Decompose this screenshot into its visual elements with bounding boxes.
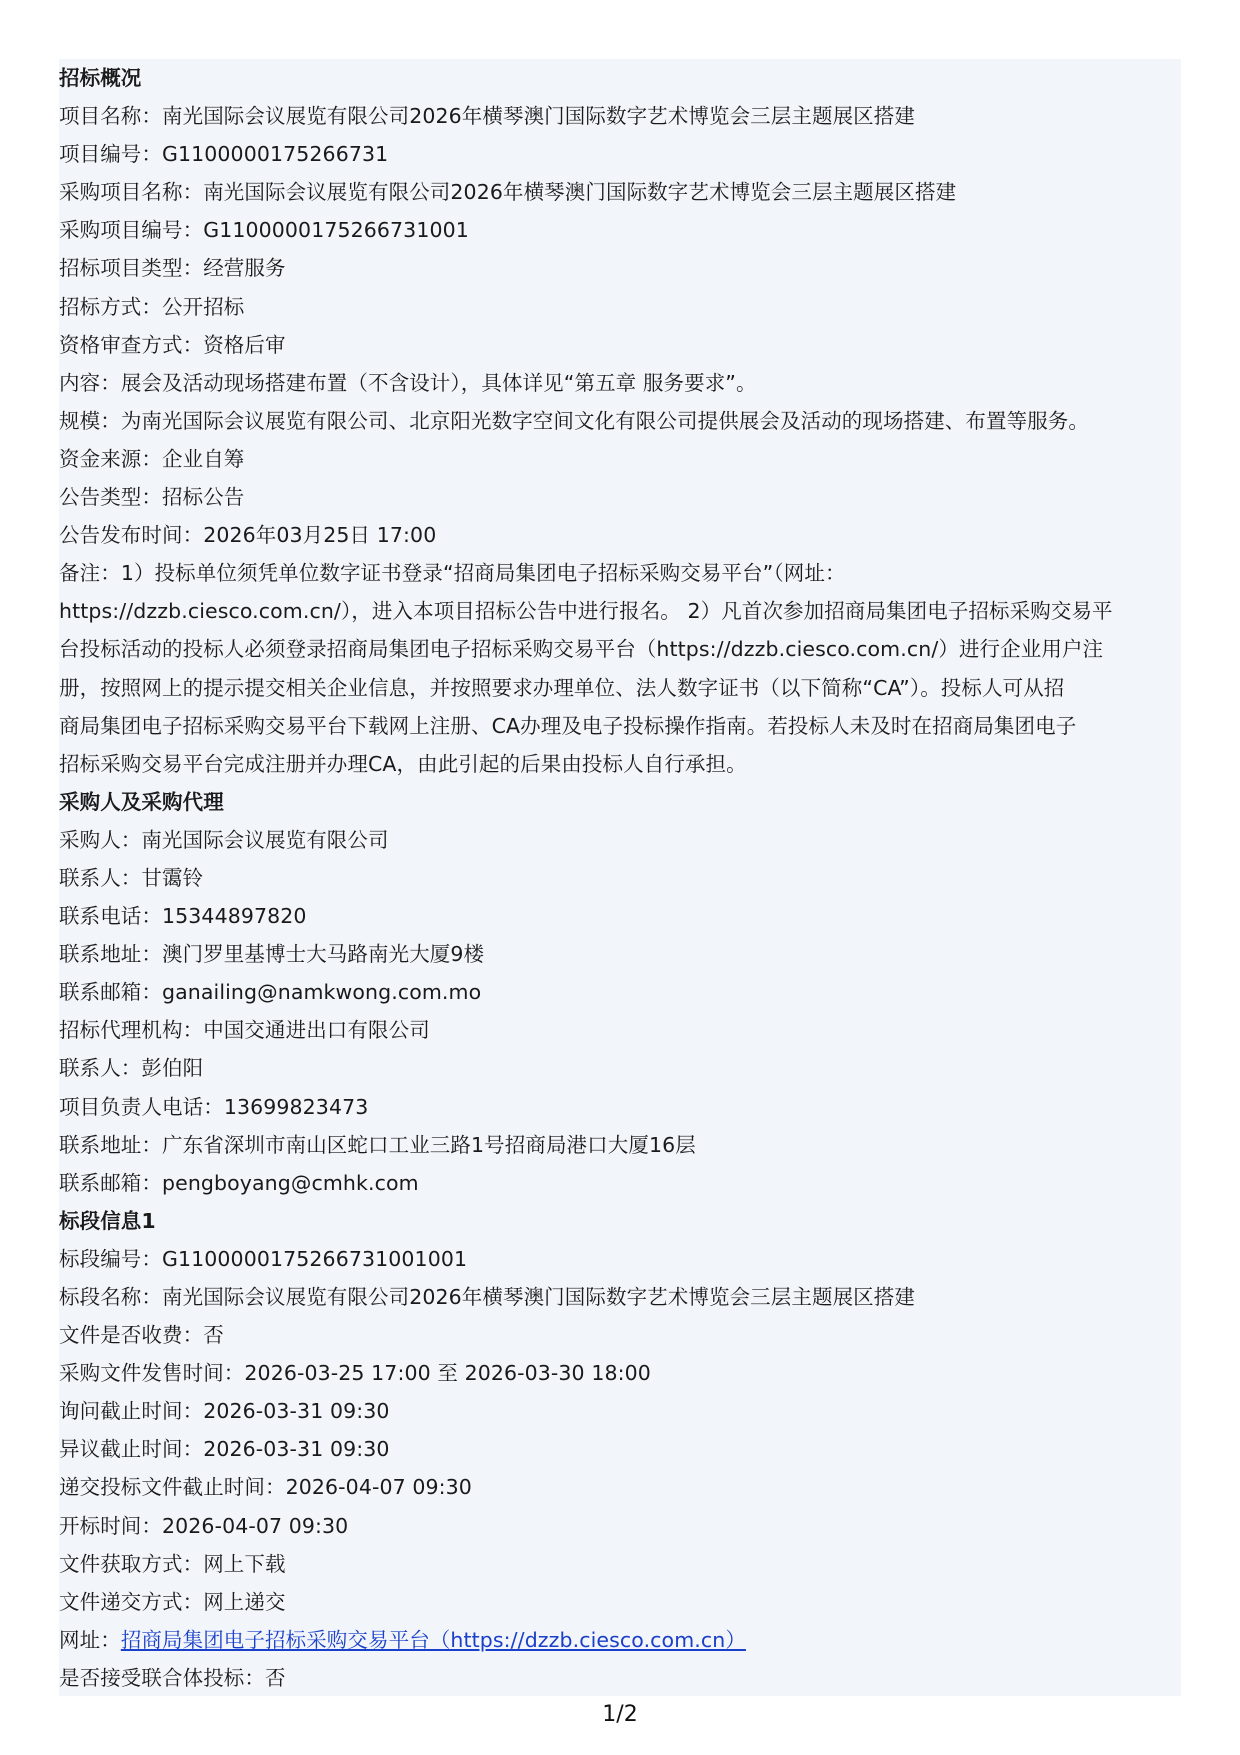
field-value: 台投标活动的投标人必须登录招商局集团电子招标采购交易平台（https://dzzb.ciesco.com.cn/）进行企业用户注 [59,637,1104,662]
field-value: 商局集团电子招标采购交易平台下载网上注册、CA办理及电子投标操作指南。若投标人未及时在招商局集团电子 [59,713,1077,738]
field-value: 南光国际会议展览有限公司2026年横琴澳门国际数字艺术博览会三层主题展区搭建 [203,180,957,205]
field-value: 公开招标 [162,294,245,319]
field-label: 公告发布时间： [59,523,204,548]
field-label: 项目负责人电话： [59,1094,224,1119]
field-label: 规模： [59,408,121,433]
field-label: 采购人： [59,827,142,852]
field-value: 南光国际会议展览有限公司 [141,827,389,852]
field-row [59,1545,1181,1583]
field-row [59,516,1181,554]
field-label: 网址： [59,1627,121,1652]
field-value: 2026年03月25日 17:00 [203,523,437,548]
field-row [59,97,1181,135]
field-value: 2026-04-07 09:30 [285,1475,472,1500]
field-label: 招标方式： [59,294,162,319]
field-label: 递交投标文件截止时间： [59,1475,286,1500]
field-row [59,859,1181,897]
field-label: 采购项目名称： [59,180,204,205]
field-row [59,1468,1181,1506]
field-row [59,440,1181,478]
field-label: 招标代理机构： [59,1018,204,1043]
field-row [59,821,1181,859]
field-continuation [59,745,1181,783]
field-row [59,364,1181,402]
field-row [59,897,1181,935]
field-value: 企业自筹 [162,446,245,471]
field-row [59,1583,1181,1621]
field-row [59,1659,1181,1697]
field-row [59,1507,1181,1545]
field-value: ganailing@namkwong.com.mo [162,980,482,1005]
field-label: 采购项目编号： [59,218,204,243]
field-value: 13699823473 [223,1094,369,1119]
field-label: 文件递交方式： [59,1589,204,1614]
field-row [59,973,1181,1011]
field-value: 展会及活动现场搭建布置（不含设计），具体详见“第五章 服务要求”。 [120,370,757,395]
field-value: 册，按照网上的提示提交相关企业信息，并按照要求办理单位、法人数字证书（以下简称“CA”）。投标人可从招 [59,675,1065,700]
field-value: 2026-03-25 17:00 至 2026-03-30 18:00 [244,1361,651,1386]
field-row [59,249,1181,287]
field-label: 标段名称： [59,1285,162,1309]
field-row [59,478,1181,516]
field-value: 为南光国际会议展览有限公司、北京阳光数字空间文化有限公司提供展会及活动的现场搭建、布置等服务。 [120,408,1090,433]
field-value: https://dzzb.ciesco.com.cn/），进入本项目招标公告中进行报名。 2）凡首次参加招商局集团电子招标采购交易平 [59,599,1113,624]
field-value: 中国交通进出口有限公司 [203,1018,430,1043]
field-row [59,935,1181,973]
field-row [59,1088,1181,1126]
field-value: 彭伯阳 [141,1056,204,1081]
field-label: 开标时间： [59,1513,162,1538]
field-label: 联系邮箱： [59,1170,162,1195]
field-label: 内容： [59,370,121,395]
field-label: 公告类型： [59,485,162,510]
field-row [59,1049,1181,1087]
field-label: 文件获取方式： [59,1551,204,1576]
field-value: 否 [265,1665,286,1690]
field-row [59,1011,1181,1049]
field-label: 联系邮箱： [59,980,162,1005]
field-label: 项目名称： [59,104,162,129]
field-value: 15344897820 [162,904,307,929]
field-value: 资格后审 [203,332,286,357]
field-row [59,402,1181,440]
field-value: 甘霭铃 [141,865,204,890]
field-label: 异议截止时间： [59,1437,204,1462]
field-row [59,1430,1181,1468]
section-heading: 采购人及采购代理 [59,789,224,814]
field-row [59,1126,1181,1164]
field-value: 经营服务 [203,256,286,281]
field-row [59,554,1181,592]
field-continuation [59,707,1181,745]
field-label: 联系电话： [59,904,162,929]
field-label: 资金来源： [59,446,162,471]
field-value: 2026-03-31 09:30 [203,1437,390,1462]
field-value: G1100000175266731001001 [162,1246,468,1271]
field-value: 1）投标单位须凭单位数字证书登录“招商局集团电子招标采购交易平台”（网址： [120,561,846,586]
field-row [59,1316,1181,1354]
field-value: 澳门罗里基博士大马路南光大厦9楼 [162,942,485,967]
field-continuation [59,669,1181,707]
field-value: 2026-04-07 09:30 [162,1513,349,1538]
field-value: 招标采购交易平台完成注册并办理CA，由此引起的后果由投标人自行承担。 [59,751,747,776]
field-row [59,135,1181,173]
field-label: 标段编号： [59,1246,162,1271]
document-body [59,59,1181,1697]
field-row [59,288,1181,326]
field-value: 南光国际会议展览有限公司2026年横琴澳门国际数字艺术博览会三层主题展区搭建 [162,1285,915,1309]
field-row [59,1392,1181,1430]
field-row [59,1354,1181,1392]
field-value: 网上下载 [203,1551,286,1576]
field-row [59,326,1181,364]
field-value: 南光国际会议展览有限公司2026年横琴澳门国际数字艺术博览会三层主题展区搭建 [162,104,915,129]
field-label: 联系人： [59,1056,142,1081]
field-value: pengboyang@cmhk.com [162,1170,419,1195]
field-label: 联系人： [59,865,142,890]
field-label: 文件是否收费： [59,1323,204,1348]
field-row [59,1164,1181,1202]
field-continuation [59,592,1181,630]
field-row [59,1278,1181,1316]
section-heading: 招标概况 [59,66,142,90]
field-value: 否 [203,1323,224,1348]
field-label: 询问截止时间： [59,1399,204,1424]
field-label: 联系地址： [59,942,162,967]
platform-link[interactable]: 招商局集团电子招标采购交易平台（https://dzzb.ciesco.com.cn） [120,1627,746,1652]
field-row [59,173,1181,211]
field-row [59,1621,1181,1659]
field-label: 备注： [59,561,121,586]
field-value: 广东省深圳市南山区蛇口工业三路1号招商局港口大厦16层 [162,1132,696,1157]
section-heading: 标段信息1 [59,1208,156,1233]
field-row [59,211,1181,249]
field-label: 是否接受联合体投标： [59,1665,265,1690]
field-label: 招标项目类型： [59,256,204,281]
field-value: G1100000175266731001 [203,218,469,243]
field-label: 资格审查方式： [59,332,204,357]
field-label: 采购文件发售时间： [59,1361,245,1386]
field-label: 项目编号： [59,142,162,167]
field-row [59,1240,1181,1278]
field-value: 2026-03-31 09:30 [203,1399,390,1424]
field-value: 招标公告 [162,485,245,510]
page-number: 1/2 [602,1702,638,1727]
field-label: 联系地址： [59,1132,162,1157]
field-continuation [59,630,1181,668]
field-value: G1100000175266731 [162,142,389,167]
field-value: 网上递交 [203,1589,286,1614]
